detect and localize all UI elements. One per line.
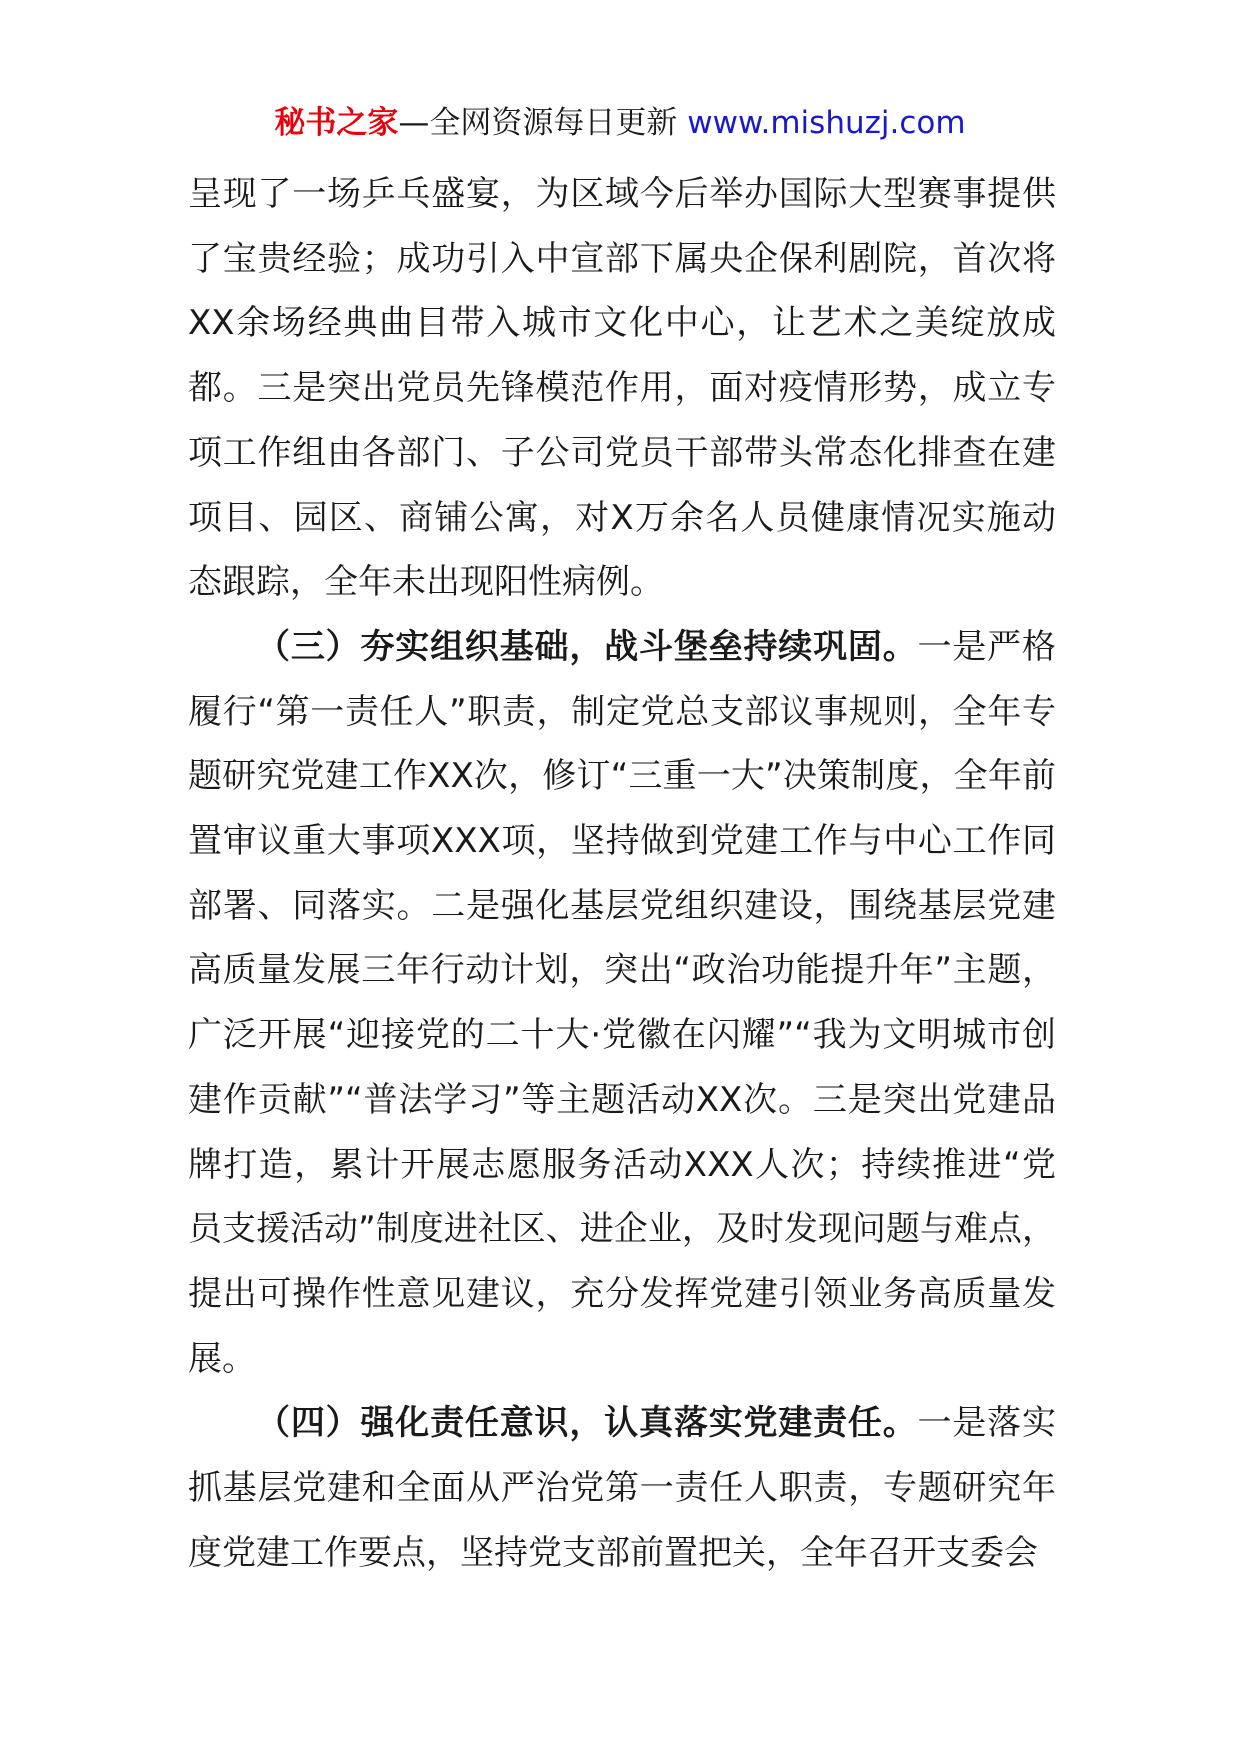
document-body	[188, 162, 1056, 1585]
site-header	[0, 100, 1240, 146]
site-url-link[interactable]: www.mishuzj.com	[687, 105, 966, 141]
paragraph-section-3	[188, 615, 1056, 1391]
section-heading: （四）强化责任意识，认真落实党建责任。	[256, 1403, 918, 1444]
paragraph-text: 呈现了一场乒乓盛宴，为区域今后举办国际大型赛事提供了宝贵经验；成功引入中宣部下属央企保利剧院，首次将XX余场经典曲目带入城市文化中心，让艺术之美绽放成都。三是突出党员先锋模范作用，面对疫情形势，成立专项工作组由各部门、子公司党员干部带头常态化排查在建项目、园区、商铺公寓，对X万余名人员健康情况实施动态跟踪，全年未出现阳性病例。	[188, 174, 1056, 603]
section-heading: （三）夯实组织基础，战斗堡垒持续巩固。	[256, 626, 918, 667]
paragraph-section-4	[188, 1391, 1056, 1585]
paragraph-continuation	[188, 162, 1056, 615]
paragraph-text: 一是落实抓基层党建和全面从严治党第一责任人职责，专题研究年度党建工作要点，坚持党支部前置把关，全年召开支委会	[188, 1403, 1057, 1573]
brand-name: 秘书之家	[274, 105, 399, 141]
header-tagline: —全网资源每日更新	[398, 105, 688, 141]
paragraph-text: 一是严格履行“第一责任人”职责，制定党总支部议事规则，全年专题研究党建工作XX次，修订“三重一大”决策制度，全年前置审议重大事项XXX项，坚持做到党建工作与中心工作同部署、同落实。二是强化基层党组织建设，围绕基层党建高质量发展三年行动计划，突出“政治功能提升年”主题，广泛开展“迎接党的二十大·党徽在闪耀”“我为文明城市创建作贡献”“普法学习”等主题活动XX次。三是突出党建品牌打造，累计开展志愿服务活动XXX人次；持续推进“党员支援活动”制度进社区、进企业，及时发现问题与难点，提出可操作性意见建议，充分发挥党建引领业务高质量发展。	[188, 626, 1057, 1379]
